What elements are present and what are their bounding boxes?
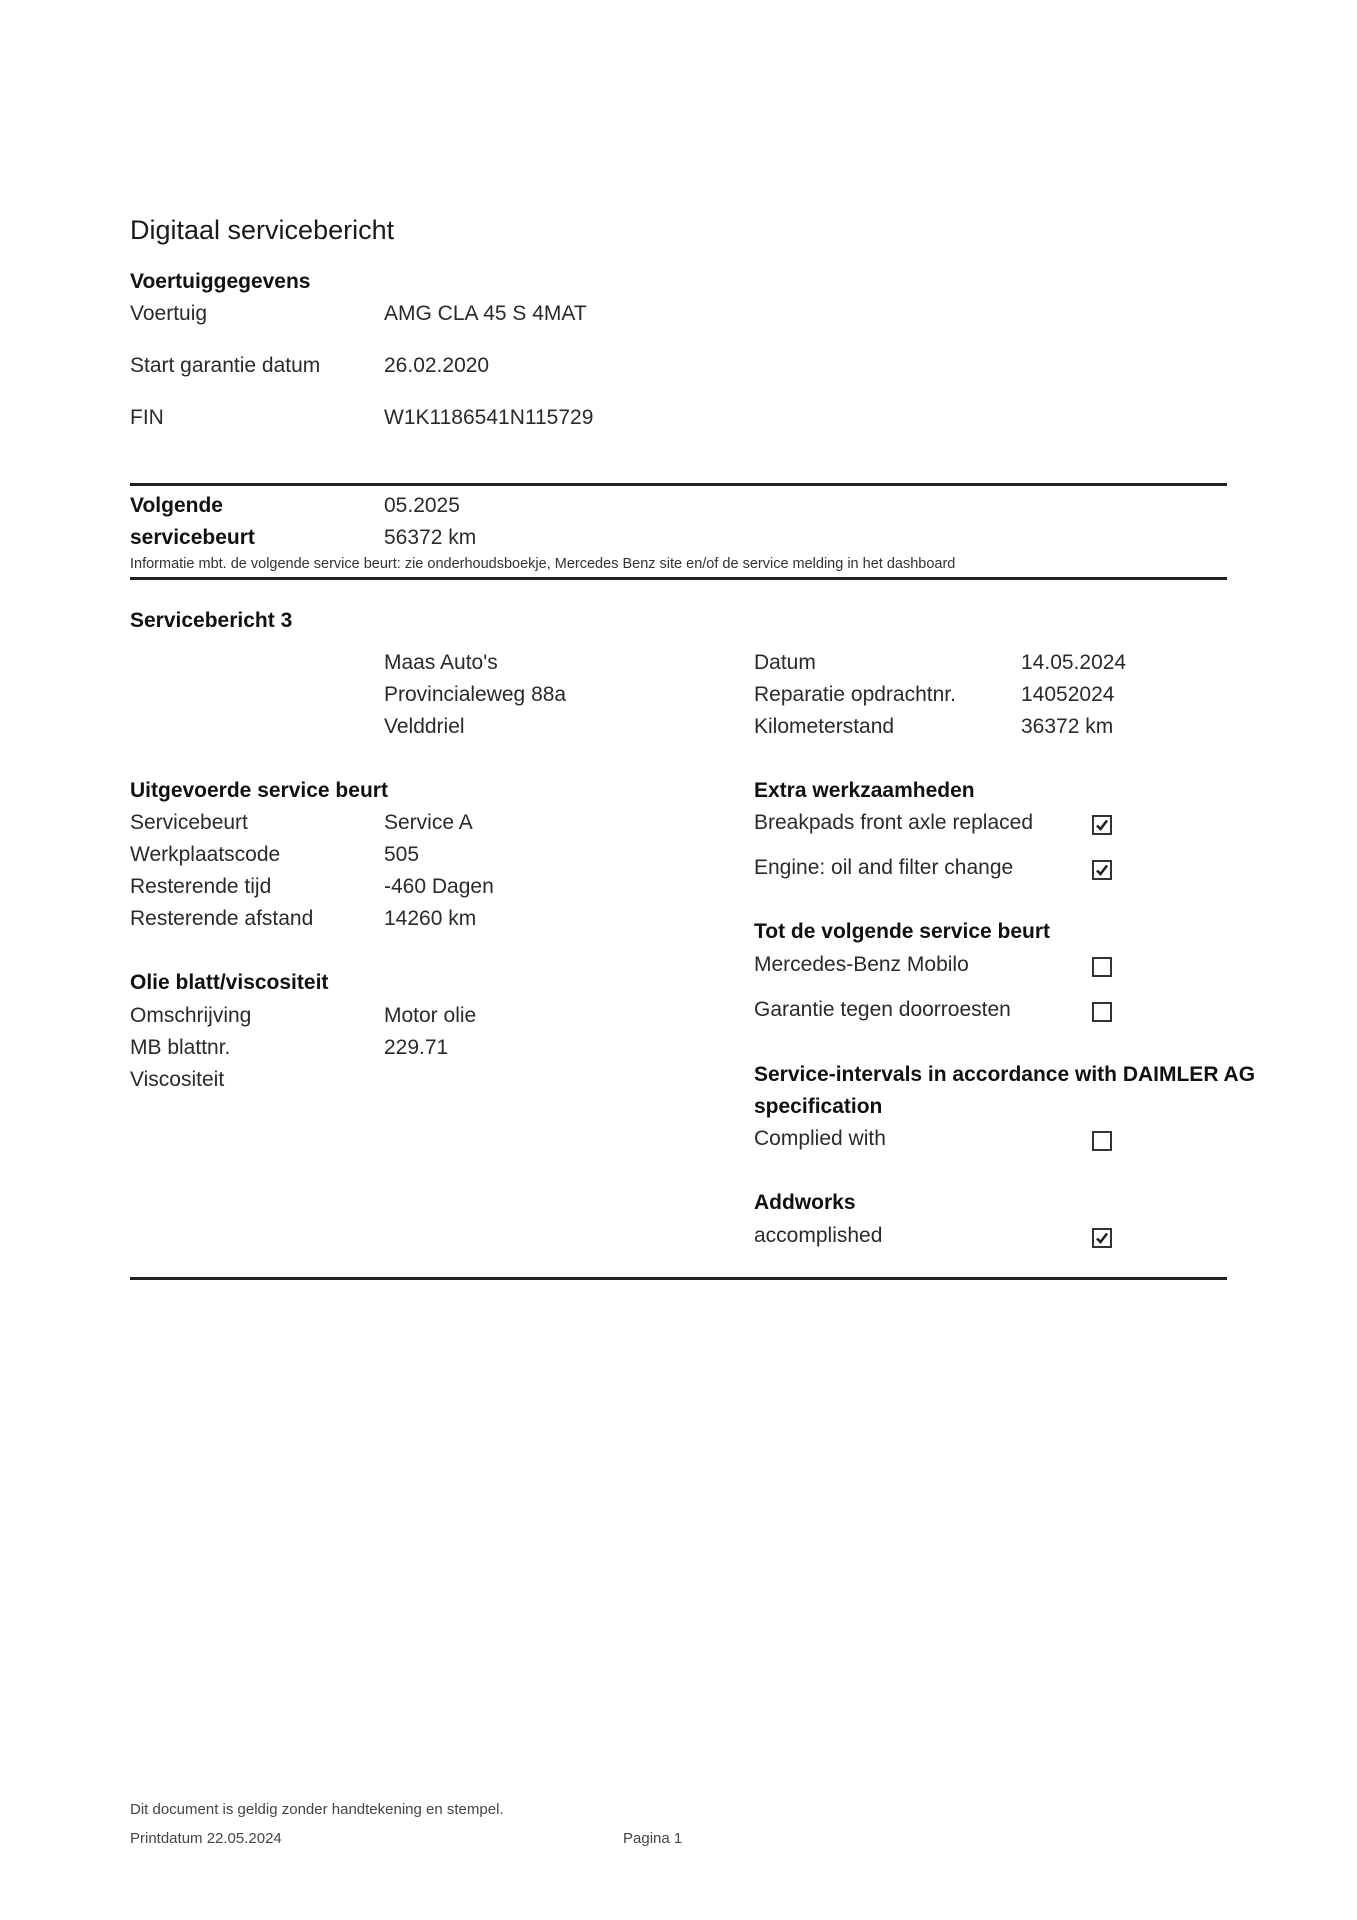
footer-note: Dit document is geldig zonder handtekening en stempel. xyxy=(130,1801,504,1818)
next-service-info: Informatie mbt. de volgende service beurt: zie onderhoudsboekje, Mercedes Benz site en/of de service melding in het dashboard xyxy=(130,556,956,572)
until-next-item-label-rust: Garantie tegen doorroesten xyxy=(754,998,1011,1021)
divider-top xyxy=(130,483,1227,486)
next-service-km: 56372 km xyxy=(384,526,477,549)
intervals-heading-line2: specification xyxy=(754,1095,883,1118)
footer-printdate: Printdatum 22.05.2024 xyxy=(130,1830,282,1847)
fin-label: FIN xyxy=(130,406,164,429)
divider-bottom xyxy=(130,1277,1227,1280)
viscosity-label: Viscositeit xyxy=(130,1068,225,1091)
checkbox-mobilo[interactable] xyxy=(1092,957,1112,977)
next-service-label-line1: Volgende xyxy=(130,494,223,517)
footer-page-number: Pagina 1 xyxy=(623,1830,683,1847)
dealer-name: Maas Auto's xyxy=(384,651,498,674)
report-heading: Servicebericht 3 xyxy=(130,609,293,632)
mb-sheet-number-value: 229.71 xyxy=(384,1036,449,1059)
warranty-start-label: Start garantie datum xyxy=(130,354,321,377)
order-number-value: 14052024 xyxy=(1021,683,1115,706)
order-number-label: Reparatie opdrachtnr. xyxy=(754,683,956,706)
vehicle-value: AMG CLA 45 S 4MAT xyxy=(384,302,587,325)
performed-heading: Uitgevoerde service beurt xyxy=(130,779,388,802)
addworks-heading: Addworks xyxy=(754,1191,856,1214)
checkbox-rust-guarantee[interactable] xyxy=(1092,1002,1112,1022)
date-label: Datum xyxy=(754,651,816,674)
extra-work-heading: Extra werkzaamheden xyxy=(754,779,975,802)
workshop-code-label: Werkplaatscode xyxy=(130,843,281,866)
remaining-distance-value: 14260 km xyxy=(384,907,477,930)
document-title: Digitaal servicebericht xyxy=(130,215,395,245)
oil-description-value: Motor olie xyxy=(384,1004,477,1027)
checkbox-accomplished[interactable] xyxy=(1092,1228,1112,1248)
workshop-code-value: 505 xyxy=(384,843,420,866)
intervals-heading-line1: Service-intervals in accordance with DAIMLER AG xyxy=(754,1063,1256,1086)
extra-item-label-oil-filter: Engine: oil and filter change xyxy=(754,856,1014,879)
vehicle-label: Voertuig xyxy=(130,302,208,325)
service-type-label: Servicebeurt xyxy=(130,811,248,834)
extra-item-label-brakepads: Breakpads front axle replaced xyxy=(754,811,1033,834)
remaining-time-label: Resterende tijd xyxy=(130,875,272,898)
oil-description-label: Omschrijving xyxy=(130,1004,252,1027)
checkmark-icon xyxy=(1095,863,1109,877)
checkbox-oil-filter[interactable] xyxy=(1092,860,1112,880)
dealer-street: Provincialeweg 88a xyxy=(384,683,567,706)
remaining-time-value: -460 Dagen xyxy=(384,875,494,898)
odometer-label: Kilometerstand xyxy=(754,715,895,738)
odometer-value: 36372 km xyxy=(1021,715,1114,738)
next-service-date: 05.2025 xyxy=(384,494,460,517)
service-type-value: Service A xyxy=(384,811,473,834)
vehicle-heading: Voertuiggegevens xyxy=(130,270,311,293)
date-value: 14.05.2024 xyxy=(1021,651,1127,674)
checkmark-icon xyxy=(1095,1231,1109,1245)
addworks-item-label: accomplished xyxy=(754,1224,883,1247)
intervals-item-label: Complied with xyxy=(754,1127,886,1150)
divider-next-service xyxy=(130,577,1227,580)
dealer-city: Velddriel xyxy=(384,715,465,738)
remaining-distance-label: Resterende afstand xyxy=(130,907,314,930)
next-service-label-line2: servicebeurt xyxy=(130,526,255,549)
checkmark-icon xyxy=(1095,818,1109,832)
mb-sheet-number-label: MB blattnr. xyxy=(130,1036,231,1059)
until-next-heading: Tot de volgende service beurt xyxy=(754,920,1051,943)
until-next-item-label-mobilo: Mercedes-Benz Mobilo xyxy=(754,953,969,976)
oil-heading: Olie blatt/viscositeit xyxy=(130,971,329,994)
warranty-start-value: 26.02.2020 xyxy=(384,354,490,377)
fin-value: W1K1186541N115729 xyxy=(384,406,594,429)
checkbox-brakepads[interactable] xyxy=(1092,815,1112,835)
checkbox-complied-with[interactable] xyxy=(1092,1131,1112,1151)
